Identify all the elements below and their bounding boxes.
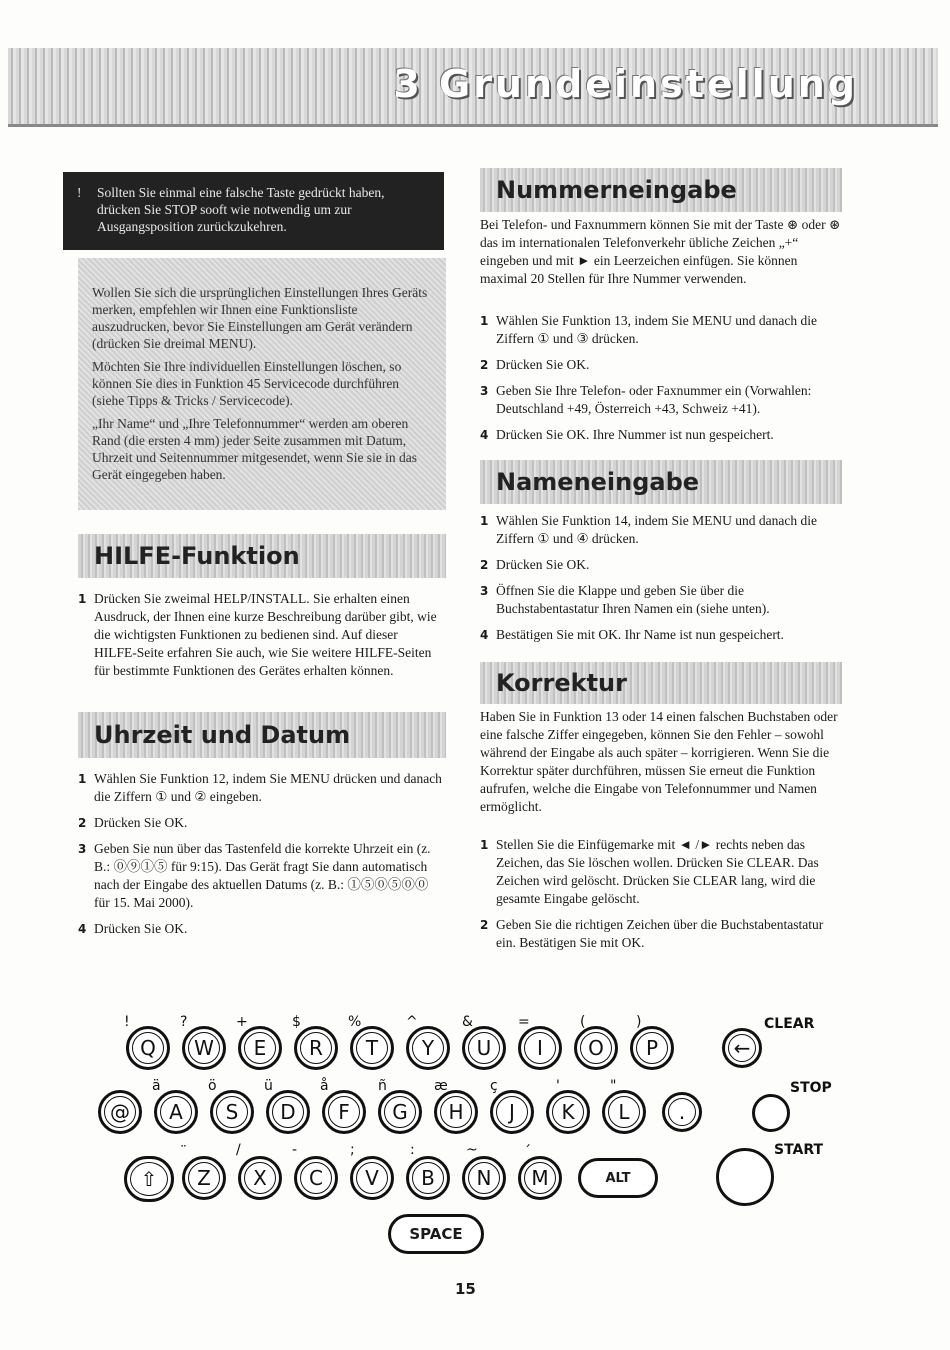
symbol-label: + <box>236 1014 248 1030</box>
korrektur-steps <box>480 836 842 960</box>
list-item <box>78 590 440 680</box>
key-a: A <box>154 1090 198 1134</box>
section-heading-name: Nameneingabe <box>480 460 842 504</box>
list-item <box>480 916 842 952</box>
symbol-label: ( <box>580 1014 586 1030</box>
list-item <box>480 582 842 618</box>
symbol-label: " <box>610 1078 617 1094</box>
key-c: C <box>294 1156 338 1200</box>
tip-paragraph: Möchten Sie Ihre individuellen Einstellungen löschen, so können Sie dies in Funktion 45 Servicecode durchführen (siehe Tipps & Tricks / Servicecode). <box>92 359 402 408</box>
step-number: 4 <box>78 922 87 936</box>
step-text: Drücken Sie OK. <box>94 815 188 830</box>
symbol-label: : <box>410 1142 415 1158</box>
section-heading-nummer: Nummerneingabe <box>480 168 842 212</box>
symbol-label: ) <box>636 1014 642 1030</box>
symbol-label: $ <box>292 1014 301 1030</box>
symbol-label: ö <box>208 1078 217 1094</box>
symbol-label: = <box>518 1014 530 1030</box>
symbol-label: æ <box>434 1078 448 1094</box>
key-x: X <box>238 1156 282 1200</box>
key-v: V <box>350 1156 394 1200</box>
list-item <box>480 382 842 418</box>
section-heading-hilfe: HILFE-Funktion <box>78 534 446 578</box>
uhrzeit-steps <box>78 770 444 946</box>
step-text: Geben Sie die richtigen Zeichen über die Buchstabentastatur ein. Bestätigen Sie mit OK. <box>496 917 824 950</box>
symbol-label: ~ <box>466 1142 478 1158</box>
symbol-label: ! <box>124 1014 130 1030</box>
warning-text: Sollten Sie einmal eine falsche Taste gedrückt haben, drücken Sie STOP sooft wie notwendig um zur Ausgangsposition zurückzukehren. <box>97 185 385 234</box>
step-text: Drücken Sie OK. <box>496 357 590 372</box>
key-shift <box>124 1156 174 1202</box>
list-item <box>78 770 444 806</box>
key-m: M <box>518 1156 562 1200</box>
step-number: 2 <box>480 558 489 572</box>
step-number: 2 <box>480 918 489 932</box>
key-l: L <box>602 1090 646 1134</box>
shift-arrow-icon: ⇧ <box>140 1167 158 1191</box>
step-number: 1 <box>78 592 87 606</box>
key-d: D <box>266 1090 310 1134</box>
nummer-steps <box>480 312 842 452</box>
step-text: Wählen Sie Funktion 13, indem Sie MENU und danach die Ziffern ① und ③ drücken. <box>496 313 817 346</box>
list-item <box>480 836 842 908</box>
symbol-label: ; <box>350 1142 355 1158</box>
symbol-label: ¨ <box>180 1144 187 1160</box>
list-item <box>480 426 842 444</box>
key-s: S <box>210 1090 254 1134</box>
alt-key: ALT <box>578 1158 658 1198</box>
step-text: Öffnen Sie die Klappe und geben Sie über die Buchstabentastatur Ihren Namen ein (siehe unten). <box>496 583 770 616</box>
key-e: E <box>238 1026 282 1070</box>
step-number: 4 <box>480 428 489 442</box>
list-item <box>78 814 444 832</box>
symbol-label: - <box>292 1142 298 1158</box>
korrektur-intro <box>480 708 842 816</box>
key-p: P <box>630 1026 674 1070</box>
step-text: Wählen Sie Funktion 14, indem Sie MENU und danach die Ziffern ① und ④ drücken. <box>496 513 817 546</box>
key-j: J <box>490 1090 534 1134</box>
symbol-label: ' <box>556 1078 560 1094</box>
tip-paragraph: „Ihr Name“ und „Ihre Telefonnummer“ werden am oberen Rand (die ersten 4 mm) jeder Seite zusammen mit Datum, Uhrzeit und Seitennummer mitgesendet, wenn Sie sie in das Gerät eingegeben haben. <box>92 416 418 482</box>
step-text: Drücken Sie OK. Ihre Nummer ist nun gespeichert. <box>496 427 774 442</box>
step-number: 3 <box>78 842 87 856</box>
tips-box <box>78 258 446 510</box>
name-steps <box>480 512 842 652</box>
page-number: 15 <box>455 1280 476 1298</box>
warning-mark: ! <box>77 185 82 200</box>
step-number: 3 <box>480 584 489 598</box>
symbol-label: å <box>320 1078 329 1094</box>
space-key: SPACE <box>388 1214 484 1254</box>
intro-paragraph: Bei Telefon- und Faxnummern können Sie mit der Taste ⊛ oder ⊛ das im internationalen Telefonverkehr übliche Zeichen „+“ eingeben und mit ► ein Leerzeichen einfügen. Sie können maximal 20 Stellen für Ihre Nummer verwenden. <box>480 217 841 286</box>
section-heading-korrektur: Korrektur <box>480 662 842 704</box>
warning-box <box>63 172 444 250</box>
clear-label: CLEAR <box>764 1016 815 1032</box>
key-w: W <box>182 1026 226 1070</box>
key-o: O <box>574 1026 618 1070</box>
list-item <box>480 556 842 574</box>
stop-label: STOP <box>790 1080 832 1096</box>
symbol-label: ´ <box>524 1144 531 1160</box>
symbol-label: ç <box>490 1078 498 1094</box>
key-y: Y <box>406 1026 450 1070</box>
key-n: N <box>462 1156 506 1200</box>
key-b: B <box>406 1156 450 1200</box>
list-item <box>480 626 842 644</box>
key-r: R <box>294 1026 338 1070</box>
step-text: Drücken Sie OK. <box>94 921 188 936</box>
step-number: 1 <box>480 514 489 528</box>
step-text: Drücken Sie zweimal HELP/INSTALL. Sie erhalten einen Ausdruck, der Ihnen eine kurze Beschreibung darüber gibt, wie die wichtigsten Funktionen zu bedienen sind. Auf dieser HILFE-Seite erfahren Sie auch, wie Sie weitere HILFE-Seiten für bestimmte Funktionen des Gerätes erhalten können. <box>94 591 437 678</box>
list-item <box>78 920 444 938</box>
clear-key <box>722 1028 762 1068</box>
key-q: Q <box>126 1026 170 1070</box>
symbol-label: & <box>462 1014 473 1030</box>
symbol-label: % <box>348 1014 362 1030</box>
key-h: H <box>434 1090 478 1134</box>
step-text: Bestätigen Sie mit OK. Ihr Name ist nun gespeichert. <box>496 627 784 642</box>
stop-key <box>752 1094 790 1132</box>
key-u: U <box>462 1026 506 1070</box>
step-number: 2 <box>480 358 489 372</box>
symbol-label: ä <box>152 1078 161 1094</box>
back-arrow-icon: ← <box>733 1036 751 1060</box>
symbol-label: ? <box>180 1014 188 1030</box>
hilfe-steps <box>78 590 440 688</box>
symbol-label: / <box>236 1142 241 1158</box>
key-k: K <box>546 1090 590 1134</box>
step-text: Wählen Sie Funktion 12, indem Sie MENU drücken und danach die Ziffern ① und ② eingeben. <box>94 771 442 804</box>
step-number: 1 <box>78 772 87 786</box>
key-i: I <box>518 1026 562 1070</box>
tip-paragraph: Wollen Sie sich die ursprünglichen Einstellungen Ihres Geräts merken, empfehlen wir Ihnen eine Funktionsliste auszudrucken, bevor Sie Einstellungen am Gerät verändern (drücken Sie dreimal MENU). <box>92 285 428 351</box>
list-item <box>78 840 444 912</box>
symbol-label: ^ <box>406 1014 418 1030</box>
step-text: Geben Sie Ihre Telefon- oder Faxnummer ein (Vorwahlen: Deutschland +49, Österreich +43, Schweiz +41). <box>496 383 812 416</box>
key-f: F <box>322 1090 366 1134</box>
list-item <box>480 356 842 374</box>
step-text: Stellen Sie die Einfügemarke mit ◄ /► rechts neben das Zeichen, das Sie löschen wollen. Drücken Sie CLEAR. Das Zeichen wird gelöscht. Drücken Sie CLEAR lang, wird die gesamte Eingabe gelöscht. <box>496 837 819 906</box>
list-item <box>480 512 842 548</box>
key-at: @ <box>98 1090 142 1134</box>
step-text: Geben Sie nun über das Tastenfeld die korrekte Uhrzeit ein (z. B.: ⓪⑨①⑤ für 9:15). Das Gerät fragt Sie dann automatisch nach der Eingabe des aktuellen Datums (z. B.: ①⑤⓪⑤⓪⓪ für 15. Mai 2000). <box>94 841 431 910</box>
list-item <box>480 312 842 348</box>
key-z: Z <box>182 1156 226 1200</box>
step-number: 1 <box>480 314 489 328</box>
intro-paragraph: Haben Sie in Funktion 13 oder 14 einen falschen Buchstaben oder eine falsche Ziffer eingegeben, können Sie den Fehler – sowohl während der Eingabe als auch später – korrigieren. Wenn Sie die Korrektur später durchführen, müssen Sie erneut die Funktion aufrufen, welche die Eingabe von Telefonnummer und Namen ermöglicht. <box>480 709 838 814</box>
section-heading-uhrzeit: Uhrzeit und Datum <box>78 712 446 758</box>
step-number: 2 <box>78 816 87 830</box>
start-key <box>716 1148 774 1206</box>
key-period: . <box>662 1092 702 1132</box>
start-label: START <box>774 1142 824 1158</box>
step-number: 1 <box>480 838 489 852</box>
symbol-label: ñ <box>378 1078 387 1094</box>
nummer-intro <box>480 216 842 288</box>
chapter-title: 3 Grundeinstellung <box>393 62 858 106</box>
step-text: Drücken Sie OK. <box>496 557 590 572</box>
step-number: 4 <box>480 628 489 642</box>
key-g: G <box>378 1090 422 1134</box>
step-number: 3 <box>480 384 489 398</box>
key-t: T <box>350 1026 394 1070</box>
symbol-label: ü <box>264 1078 273 1094</box>
